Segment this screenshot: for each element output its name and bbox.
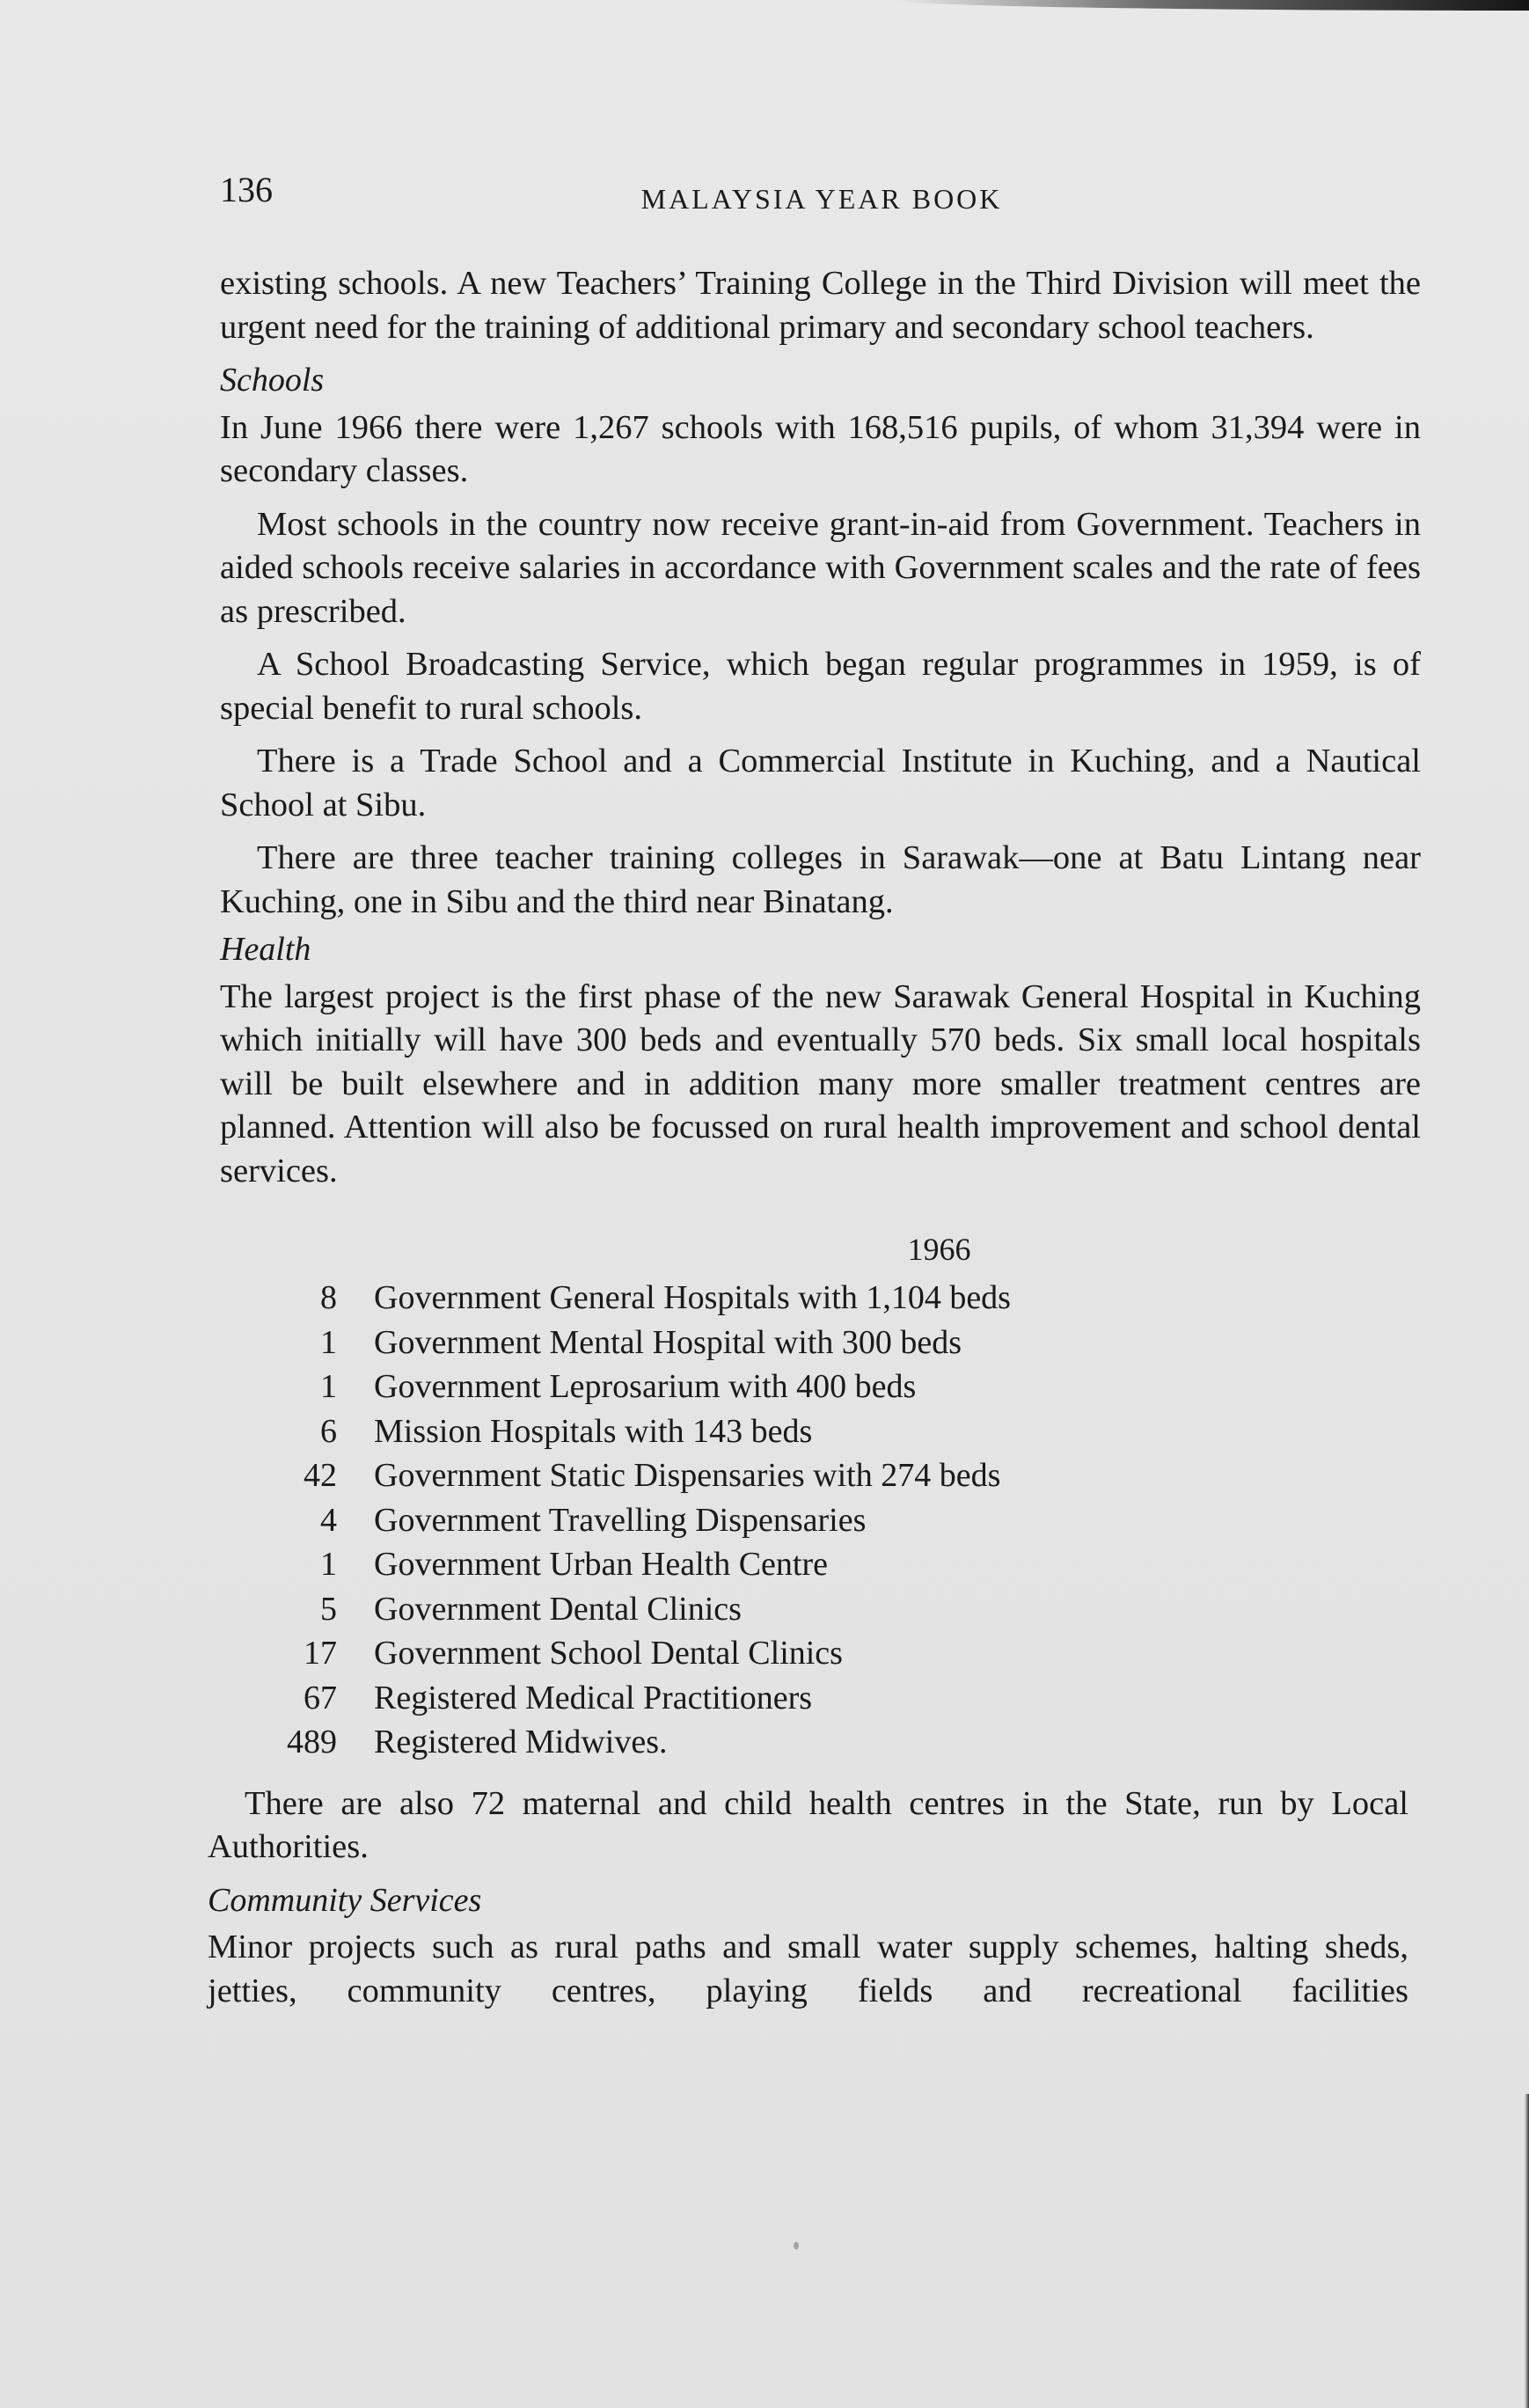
facility-count: 67 xyxy=(304,1679,337,1716)
running-title: MALAYSIA YEAR BOOK xyxy=(640,183,1003,215)
facility-label: Government School Dental Clinics xyxy=(374,1635,843,1672)
facility-row xyxy=(220,1498,1421,1543)
facility-count: 1 xyxy=(320,1546,337,1583)
section-heading-schools: Schools xyxy=(220,362,325,399)
facility-row xyxy=(220,1587,1421,1632)
health-closing-paragraph: There are also 72 maternal and child health centres in the State, run by Local Authorities. xyxy=(208,1784,1408,1865)
facility-row xyxy=(220,1453,1421,1498)
facility-count: 42 xyxy=(304,1457,337,1494)
facility-label: Mission Hospitals with 143 beds xyxy=(374,1412,813,1450)
community-paragraph: Minor projects such as rural paths and small water supply schemes, halting sheds, jetties, community centres, playing fields and recreational facilities xyxy=(208,1929,1408,2009)
facility-row xyxy=(220,1542,1421,1587)
facilities-table-year: 1966 xyxy=(907,1232,971,1267)
page-edge-right xyxy=(1525,2094,1529,2408)
facility-label: Government Static Dispensaries with 274 beds xyxy=(374,1457,1001,1494)
health-facilities-list xyxy=(220,1276,1421,1765)
facility-row xyxy=(220,1631,1421,1676)
facility-row xyxy=(220,1720,1421,1765)
facility-count: 6 xyxy=(320,1412,337,1450)
facility-row xyxy=(220,1276,1421,1321)
schools-paragraph: Most schools in the country now receive grant-in-aid from Government. Teachers in aided schools receive salaries in accordance with Government scales and the rate of fees as prescribed. xyxy=(220,505,1421,630)
health-paragraph: The largest project is the first phase of the new Sarawak General Hospital in Kuching which initially will have 300 beds and eventually 570 beds. Six small local hospitals will be built elsewhere and in addition many more smaller treatment centres are planned. Attention will also be focussed on rural health improvement and school dental services. xyxy=(220,977,1421,1189)
facility-label: Government Urban Health Centre xyxy=(374,1546,828,1583)
facility-row xyxy=(220,1365,1421,1409)
facility-label: Government Leprosarium with 400 beds xyxy=(374,1368,917,1405)
facility-count: 5 xyxy=(320,1590,337,1628)
paper-speck xyxy=(794,2242,799,2250)
schools-paragraph: There are three teacher training colleges in Sarawak—one at Batu Lintang near Kuching, one in Sibu and the third near Binatang. xyxy=(220,839,1421,920)
facility-count: 8 xyxy=(320,1279,337,1316)
facility-label: Government General Hospitals with 1,104 beds xyxy=(374,1279,1011,1316)
intro-paragraph: existing schools. A new Teachers’ Training College in the Third Division will meet the urgent need for the training of additional primary and secondary school teachers. xyxy=(220,265,1421,346)
schools-paragraph: A School Broadcasting Service, which began regular programmes in 1959, is of special benefit to rural schools. xyxy=(220,646,1421,727)
facility-count: 4 xyxy=(320,1501,337,1539)
facility-label: Government Mental Hospital with 300 beds xyxy=(374,1323,962,1361)
facility-row xyxy=(220,1321,1421,1365)
facility-row xyxy=(220,1676,1421,1721)
facility-label: Government Dental Clinics xyxy=(374,1590,742,1628)
lower-section xyxy=(208,1782,1408,2014)
facility-label: Registered Midwives. xyxy=(374,1724,668,1760)
section-heading-community-services: Community Services xyxy=(208,1881,482,1919)
facility-label: Government Travelling Dispensaries xyxy=(374,1501,867,1539)
schools-paragraph: In June 1966 there were 1,267 schools with 168,516 pupils, of whom 31,394 were in secondary classes. xyxy=(220,408,1421,489)
facility-count: 1 xyxy=(320,1368,337,1405)
page-content xyxy=(208,262,1421,2023)
facility-count: 17 xyxy=(304,1635,337,1672)
facility-row xyxy=(220,1409,1421,1454)
section-heading-health: Health xyxy=(220,931,311,968)
schools-paragraph: There is a Trade School and a Commercial Institute in Kuching, and a Nautical School at Sibu. xyxy=(220,743,1421,823)
facility-count: 489 xyxy=(287,1724,337,1760)
facility-count: 1 xyxy=(320,1323,337,1361)
page-edge-shadow xyxy=(896,0,1529,11)
page-number: 136 xyxy=(220,170,273,209)
facility-label: Registered Medical Practitioners xyxy=(374,1679,813,1716)
